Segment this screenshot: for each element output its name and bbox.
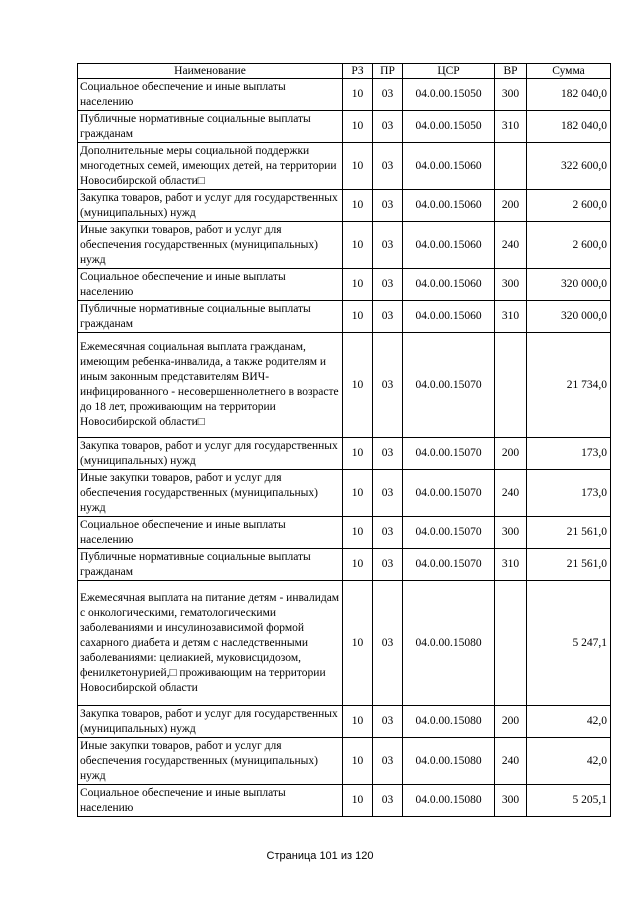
cell-vr: 300 xyxy=(495,79,527,111)
cell-pr: 03 xyxy=(373,438,403,470)
cell-pr: 03 xyxy=(373,269,403,301)
table-row xyxy=(78,301,611,333)
cell-name: Иные закупки товаров, работ и услуг для обеспечения государственных (муниципальных) нужд xyxy=(78,738,343,785)
cell-pr: 03 xyxy=(373,549,403,581)
cell-csr: 04.0.00.15060 xyxy=(403,190,495,222)
cell-rz: 10 xyxy=(343,79,373,111)
cell-csr: 04.0.00.15070 xyxy=(403,470,495,517)
cell-pr: 03 xyxy=(373,190,403,222)
cell-vr: 200 xyxy=(495,438,527,470)
budget-table xyxy=(77,63,611,817)
table-row xyxy=(78,269,611,301)
cell-csr: 04.0.00.15060 xyxy=(403,143,495,190)
table-row xyxy=(78,222,611,269)
cell-sum: 320 000,0 xyxy=(527,269,611,301)
cell-sum: 173,0 xyxy=(527,438,611,470)
cell-sum: 42,0 xyxy=(527,738,611,785)
table-row xyxy=(78,111,611,143)
cell-sum: 42,0 xyxy=(527,706,611,738)
cell-csr: 04.0.00.15080 xyxy=(403,581,495,706)
cell-csr: 04.0.00.15070 xyxy=(403,438,495,470)
table-row xyxy=(78,333,611,438)
cell-pr: 03 xyxy=(373,517,403,549)
table-row xyxy=(78,79,611,111)
table-row xyxy=(78,706,611,738)
cell-pr: 03 xyxy=(373,738,403,785)
table-row xyxy=(78,785,611,817)
cell-pr: 03 xyxy=(373,785,403,817)
cell-vr xyxy=(495,333,527,438)
cell-pr: 03 xyxy=(373,581,403,706)
header-name: Наименование xyxy=(78,64,343,79)
cell-rz: 10 xyxy=(343,190,373,222)
cell-rz: 10 xyxy=(343,581,373,706)
cell-name: Иные закупки товаров, работ и услуг для обеспечения государственных (муниципальных) нужд xyxy=(78,222,343,269)
cell-pr: 03 xyxy=(373,470,403,517)
cell-rz: 10 xyxy=(343,111,373,143)
cell-name: Ежемесячная выплата на питание детям - инвалидам с онкологическими, гематологическими заболеваниями и инсулинозависимой формой сахарного диабета и детям с наследственными заболеваниями: целиакией, муковисцидозом, фенилкетонурией,□ проживающим на территории Новосибирской области xyxy=(78,581,343,706)
cell-vr: 300 xyxy=(495,785,527,817)
cell-pr: 03 xyxy=(373,333,403,438)
table-row xyxy=(78,738,611,785)
cell-vr xyxy=(495,143,527,190)
table-row xyxy=(78,438,611,470)
cell-name: Закупка товаров, работ и услуг для государственных (муниципальных) нужд xyxy=(78,706,343,738)
cell-vr: 300 xyxy=(495,517,527,549)
cell-csr: 04.0.00.15070 xyxy=(403,549,495,581)
cell-rz: 10 xyxy=(343,222,373,269)
cell-rz: 10 xyxy=(343,549,373,581)
cell-name: Иные закупки товаров, работ и услуг для обеспечения государственных (муниципальных) нужд xyxy=(78,470,343,517)
header-sum: Сумма xyxy=(527,64,611,79)
cell-sum: 5 247,1 xyxy=(527,581,611,706)
table-body xyxy=(78,79,611,817)
cell-sum: 320 000,0 xyxy=(527,301,611,333)
cell-vr: 310 xyxy=(495,111,527,143)
cell-csr: 04.0.00.15060 xyxy=(403,301,495,333)
cell-csr: 04.0.00.15050 xyxy=(403,79,495,111)
table-row xyxy=(78,517,611,549)
cell-rz: 10 xyxy=(343,143,373,190)
cell-csr: 04.0.00.15060 xyxy=(403,222,495,269)
cell-sum: 21 561,0 xyxy=(527,517,611,549)
table-row xyxy=(78,470,611,517)
cell-name: Дополнительные меры социальной поддержки многодетных семей, имеющих детей, на территории Новосибирской области□ xyxy=(78,143,343,190)
cell-sum: 2 600,0 xyxy=(527,222,611,269)
cell-sum: 182 040,0 xyxy=(527,111,611,143)
cell-sum: 182 040,0 xyxy=(527,79,611,111)
cell-name: Социальное обеспечение и иные выплаты населению xyxy=(78,79,343,111)
cell-sum: 2 600,0 xyxy=(527,190,611,222)
cell-name: Ежемесячная социальная выплата гражданам, имеющим ребенка-инвалида, а также родителям и иным законным представителям ВИЧ-инфицированного - несовершеннолетнего в возрасте до 18 лет, проживающим на территории Новосибирской области□ xyxy=(78,333,343,438)
cell-pr: 03 xyxy=(373,111,403,143)
cell-name: Социальное обеспечение и иные выплаты населению xyxy=(78,517,343,549)
table-row xyxy=(78,581,611,706)
cell-sum: 5 205,1 xyxy=(527,785,611,817)
cell-rz: 10 xyxy=(343,333,373,438)
header-csr: ЦСР xyxy=(403,64,495,79)
page-number-footer: Страница 101 из 120 xyxy=(266,850,374,862)
cell-sum: 21 734,0 xyxy=(527,333,611,438)
cell-vr: 200 xyxy=(495,706,527,738)
cell-rz: 10 xyxy=(343,738,373,785)
table-header-row xyxy=(78,64,611,79)
cell-csr: 04.0.00.15080 xyxy=(403,785,495,817)
cell-csr: 04.0.00.15070 xyxy=(403,517,495,549)
cell-rz: 10 xyxy=(343,785,373,817)
cell-csr: 04.0.00.15080 xyxy=(403,706,495,738)
cell-rz: 10 xyxy=(343,706,373,738)
cell-pr: 03 xyxy=(373,143,403,190)
cell-csr: 04.0.00.15060 xyxy=(403,269,495,301)
cell-vr: 240 xyxy=(495,738,527,785)
cell-rz: 10 xyxy=(343,517,373,549)
cell-csr: 04.0.00.15050 xyxy=(403,111,495,143)
cell-name: Социальное обеспечение и иные выплаты населению xyxy=(78,269,343,301)
cell-csr: 04.0.00.15070 xyxy=(403,333,495,438)
cell-rz: 10 xyxy=(343,438,373,470)
cell-vr: 310 xyxy=(495,549,527,581)
cell-sum: 322 600,0 xyxy=(527,143,611,190)
cell-vr: 240 xyxy=(495,470,527,517)
cell-name: Публичные нормативные социальные выплаты гражданам xyxy=(78,549,343,581)
table-row xyxy=(78,549,611,581)
cell-vr: 310 xyxy=(495,301,527,333)
cell-pr: 03 xyxy=(373,301,403,333)
cell-sum: 21 561,0 xyxy=(527,549,611,581)
cell-rz: 10 xyxy=(343,301,373,333)
cell-sum: 173,0 xyxy=(527,470,611,517)
cell-name: Публичные нормативные социальные выплаты гражданам xyxy=(78,301,343,333)
cell-name: Закупка товаров, работ и услуг для государственных (муниципальных) нужд xyxy=(78,190,343,222)
header-pr: ПР xyxy=(373,64,403,79)
cell-rz: 10 xyxy=(343,269,373,301)
cell-name: Закупка товаров, работ и услуг для государственных (муниципальных) нужд xyxy=(78,438,343,470)
cell-vr: 200 xyxy=(495,190,527,222)
table-row xyxy=(78,143,611,190)
cell-name: Социальное обеспечение и иные выплаты населению xyxy=(78,785,343,817)
cell-pr: 03 xyxy=(373,706,403,738)
cell-vr xyxy=(495,581,527,706)
cell-rz: 10 xyxy=(343,470,373,517)
cell-pr: 03 xyxy=(373,222,403,269)
table-row xyxy=(78,190,611,222)
cell-vr: 240 xyxy=(495,222,527,269)
cell-name: Публичные нормативные социальные выплаты гражданам xyxy=(78,111,343,143)
header-rz: РЗ xyxy=(343,64,373,79)
cell-pr: 03 xyxy=(373,79,403,111)
cell-csr: 04.0.00.15080 xyxy=(403,738,495,785)
cell-vr: 300 xyxy=(495,269,527,301)
header-vr: ВР xyxy=(495,64,527,79)
